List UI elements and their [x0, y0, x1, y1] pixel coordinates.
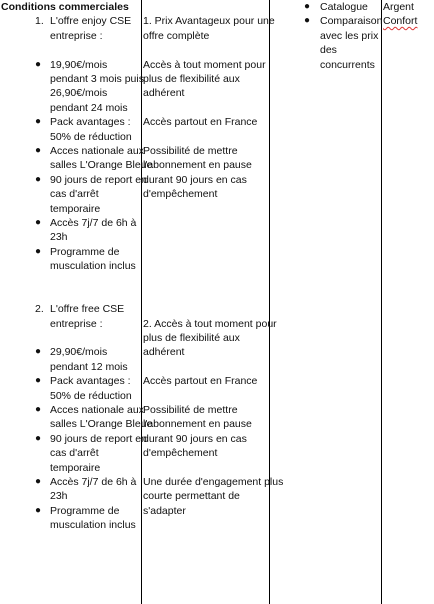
- bullet-icon: ●: [35, 476, 42, 487]
- offer1-bullet-line: 23h: [50, 231, 68, 243]
- benefit-line: s'adapter: [143, 505, 186, 517]
- section-title: Conditions commerciales: [1, 1, 129, 13]
- benefit-line: Accès à tout moment pour: [143, 59, 266, 71]
- benefit-line: offre complète: [143, 30, 210, 42]
- tool-line: avec les prix: [320, 30, 379, 42]
- offer1-number: 1.: [35, 15, 44, 27]
- benefit-line: plus de flexibilité aux: [143, 332, 240, 344]
- tool-line: Comparaison: [320, 15, 383, 27]
- bullet-icon: ●: [35, 174, 42, 185]
- benefit-line: l'abonnement en pause: [143, 418, 252, 430]
- column-divider-1: [141, 0, 142, 604]
- benefit-line: courte permettant de: [143, 490, 240, 502]
- bullet-icon: ●: [35, 404, 42, 415]
- offer2-bullet-line: temporaire: [50, 462, 101, 474]
- column-divider-2: [269, 0, 270, 604]
- offer1-bullet-line: Acces nationale aux: [50, 145, 144, 157]
- offer2-bullet-line: 50% de réduction: [50, 390, 132, 402]
- bullet-icon: ●: [35, 433, 42, 444]
- offer2-bullet-line: Accès 7j/7 de 6h à: [50, 476, 137, 488]
- offer2-bullet-line: 90 jours de report en: [50, 433, 147, 445]
- column-divider-3: [381, 0, 382, 604]
- bullet-icon: ●: [35, 59, 42, 70]
- benefit-line: 2. Accès à tout moment pour: [143, 318, 277, 330]
- benefit-line: Possibilité de mettre: [143, 145, 238, 157]
- offer1-bullet-line: Pack avantages :: [50, 116, 131, 128]
- bullet-icon: ●: [35, 145, 42, 156]
- bullet-icon: ●: [304, 1, 311, 12]
- benefit-line: 1. Prix Avantageux pour une: [143, 15, 275, 27]
- offer2-bullet-line: pendant 12 mois: [50, 361, 128, 373]
- benefit-line: adhérent: [143, 346, 185, 358]
- bullet-icon: ●: [304, 15, 311, 26]
- offer1-bullet-line: temporaire: [50, 203, 101, 215]
- benefit-line: plus de flexibilité aux: [143, 73, 240, 85]
- benefit-line: durant 90 jours en cas: [143, 433, 247, 445]
- benefit-line: Une durée d'engagement plus: [143, 476, 284, 488]
- bullet-icon: ●: [35, 116, 42, 127]
- offer1-name-line: entreprise :: [50, 30, 103, 42]
- offer2-number: 2.: [35, 303, 44, 315]
- benefit-line: adhérent: [143, 87, 185, 99]
- argument-line: Confort: [383, 15, 418, 27]
- tool-line: Catalogue: [320, 1, 368, 13]
- offer2-bullet-line: cas d'arrêt: [50, 447, 99, 459]
- bullet-icon: ●: [35, 217, 42, 228]
- bullet-icon: ●: [35, 505, 42, 516]
- offer1-bullet-line: pendant 3 mois puis: [50, 73, 144, 85]
- offer2-name-line: L'offre free CSE: [50, 303, 125, 315]
- benefit-line: Accès partout en France: [143, 375, 258, 387]
- offer1-bullet-line: 19,90€/mois: [50, 59, 108, 71]
- offer1-bullet-line: Accès 7j/7 de 6h à: [50, 217, 137, 229]
- offer1-bullet-line: 26,90€/mois: [50, 87, 108, 99]
- bullet-icon: ●: [35, 375, 42, 386]
- offer2-name-line: entreprise :: [50, 318, 103, 330]
- benefit-line: d'empêchement: [143, 188, 218, 200]
- benefit-line: Possibilité de mettre: [143, 404, 238, 416]
- offer1-bullet-line: pendant 24 mois: [50, 102, 128, 114]
- offer2-bullet-line: 23h: [50, 490, 68, 502]
- offer2-bullet-line: Acces nationale aux: [50, 404, 144, 416]
- tool-line: concurrents: [320, 59, 375, 71]
- argument-line: Argent: [383, 1, 414, 13]
- offer2-bullet-line: salles L'Orange Bleue: [50, 418, 153, 430]
- offer2-bullet-line: Pack avantages :: [50, 375, 131, 387]
- offer2-bullet-line: musculation inclus: [50, 519, 136, 531]
- benefit-line: d'empêchement: [143, 447, 218, 459]
- offer1-bullet-line: musculation inclus: [50, 260, 136, 272]
- benefit-line: l'abonnement en pause: [143, 159, 252, 171]
- offer1-bullet-line: salles L'Orange Bleue: [50, 159, 153, 171]
- benefit-line: durant 90 jours en cas: [143, 174, 247, 186]
- benefit-line: Accès partout en France: [143, 116, 258, 128]
- offer1-name-line: L'offre enjoy CSE: [50, 15, 132, 27]
- bullet-icon: ●: [35, 246, 42, 257]
- bullet-icon: ●: [35, 346, 42, 357]
- tool-line: des: [320, 44, 337, 56]
- offer2-bullet-line: Programme de: [50, 505, 120, 517]
- offer1-bullet-line: 90 jours de report en: [50, 174, 147, 186]
- offer1-bullet-line: cas d'arrêt: [50, 188, 99, 200]
- offer1-bullet-line: 50% de réduction: [50, 131, 132, 143]
- offer1-bullet-line: Programme de: [50, 246, 120, 258]
- offer2-bullet-line: 29,90€/mois: [50, 346, 108, 358]
